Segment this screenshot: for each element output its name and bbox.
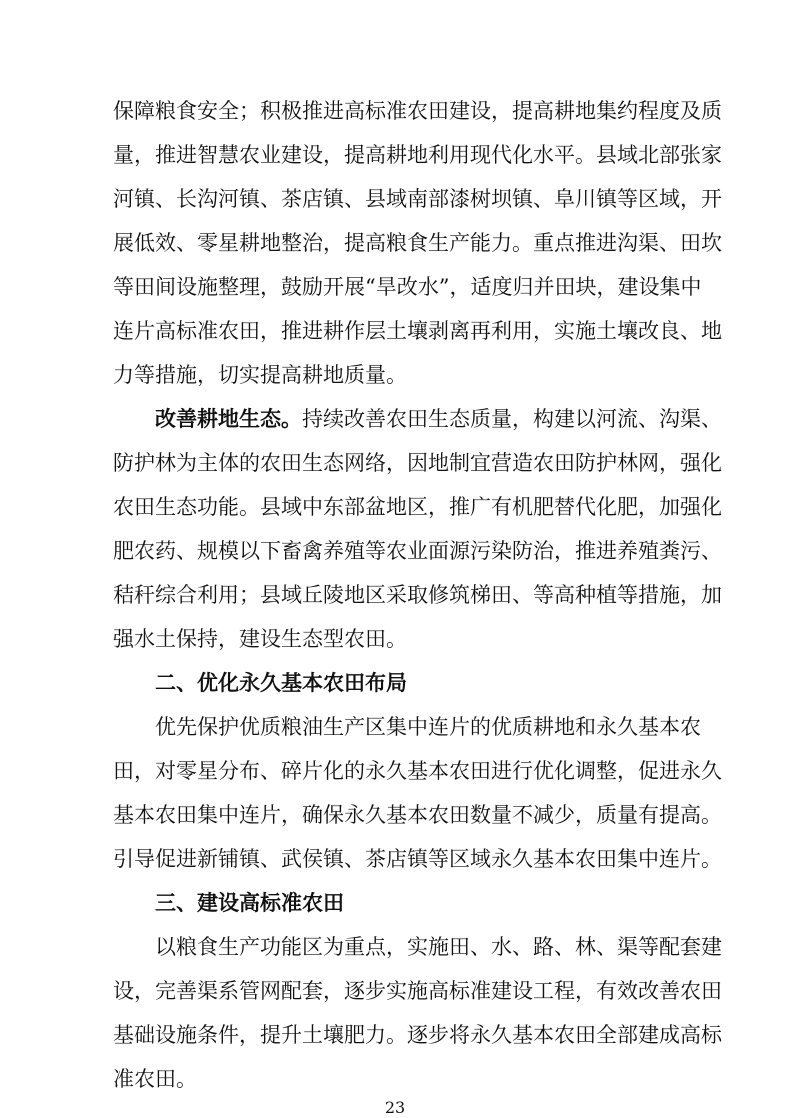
paragraph-line: 展低效、零星耕地整治，提高粮食生产能力。重点推进沟渠、田坎 (113, 231, 722, 255)
paragraph-line: 准农田。 (113, 1067, 197, 1091)
paragraph-line: 肥农药、规模以下畜禽养殖等农业面源污染防治，推进养殖粪污、 (113, 539, 722, 563)
paragraph-line: 基础设施条件，提升土壤肥力。逐步将永久基本农田全部建成高标 (113, 1023, 722, 1047)
paragraph-line: 防护林为主体的农田生态网络，因地制宜营造农田防护林网，强化 (113, 451, 722, 475)
paragraph-line: 田，对零星分布、碎片化的永久基本农田进行优化调整，促进永久 (113, 759, 722, 783)
paragraph-line: 基本农田集中连片，确保永久基本农田数量不减少，质量有提高。 (113, 803, 722, 827)
paragraph-line: 设，完善渠系管网配套，逐步实施高标准建设工程，有效改善农田 (113, 979, 722, 1003)
paragraph-line: 秸秆综合利用；县域丘陵地区采取修筑梯田、等高种植等措施，加 (113, 583, 722, 607)
paragraph-line-rest: 持续改善农田生态质量，构建以河流、沟渠、 (302, 407, 722, 431)
section-heading: 二、优化永久基本农田布局 (155, 671, 407, 695)
paragraph-line: 保障粮食安全；积极推进高标准农田建设，提高耕地集约程度及质 (113, 99, 722, 123)
paragraph-line: 强水土保持，建设生态型农田。 (113, 627, 407, 651)
paragraph-line: 等田间设施整理，鼓励开展“旱改水”，适度归并田块，建设集中 (113, 275, 702, 299)
paragraph-first-line (155, 404, 722, 434)
paragraph-line: 优先保护优质粮油生产区集中连片的优质耕地和永久基本农 (155, 715, 701, 739)
paragraph-line: 河镇、长沟河镇、茶店镇、县域南部漆树坝镇、阜川镇等区域，开 (113, 187, 722, 211)
inline-heading: 改善耕地生态。 (155, 407, 302, 431)
paragraph-line: 力等措施，切实提高耕地质量。 (113, 363, 407, 387)
section-heading: 三、建设高标准农田 (155, 891, 344, 915)
paragraph-line: 量，推进智慧农业建设，提高耕地利用现代化水平。县域北部张家 (113, 143, 722, 167)
page-number: 23 (384, 1098, 406, 1117)
paragraph-line: 连片高标准农田，推进耕作层土壤剥离再利用，实施土壤改良、地 (113, 319, 722, 343)
paragraph-line: 引导促进新铺镇、武侯镇、茶店镇等区域永久基本农田集中连片。 (113, 847, 722, 871)
paragraph-line: 以粮食生产功能区为重点，实施田、水、路、林、渠等配套建 (155, 935, 722, 959)
paragraph-line: 农田生态功能。县域中东部盆地区，推广有机肥替代化肥，加强化 (113, 495, 722, 519)
